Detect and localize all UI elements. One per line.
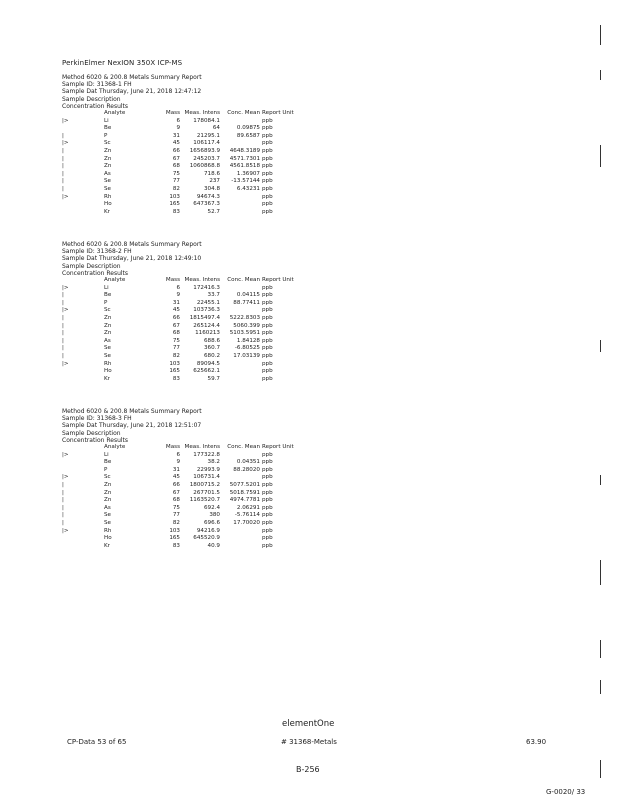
- table-row: [62, 345, 442, 353]
- cell-mass: 83: [172, 208, 180, 215]
- cell-mass: 6: [176, 284, 180, 291]
- cell-unit: ppb: [262, 193, 273, 200]
- cell-unit: ppb: [262, 504, 273, 511]
- col-header-analyte: Analyte: [104, 110, 126, 117]
- cell-conc: 88.28020: [233, 466, 260, 473]
- cell-unit: ppb: [262, 474, 273, 481]
- cell-mass: 66: [172, 314, 180, 321]
- project-id: # 31368-Metals: [281, 738, 337, 746]
- table-row: [62, 528, 442, 536]
- cell-flag: |: [62, 299, 64, 306]
- cell-intensity: 94216.9: [196, 527, 220, 534]
- cell-flag: |>: [62, 474, 69, 481]
- cell-mass: 68: [172, 163, 180, 170]
- cell-intensity: 38.2: [207, 459, 220, 466]
- table-row: [62, 307, 442, 315]
- col-header-intensity: Meas. Intens: [184, 277, 220, 284]
- cell-intensity: 625662.1: [193, 368, 220, 375]
- table-row: [62, 490, 442, 498]
- cell-unit: ppb: [262, 155, 273, 162]
- cell-intensity: 64: [212, 125, 220, 132]
- page-count: CP-Data 53 of 65: [67, 738, 127, 746]
- cell-flag: |>: [62, 193, 69, 200]
- cell-flag: |: [62, 132, 64, 139]
- cell-analyte: Zn: [104, 322, 112, 329]
- table-row: [62, 338, 442, 346]
- cell-unit: ppb: [262, 512, 273, 519]
- cell-intensity: 1656893.9: [189, 147, 220, 154]
- cell-conc: 5077.5201: [229, 481, 260, 488]
- cell-mass: 31: [172, 466, 180, 473]
- cell-analyte: Se: [104, 352, 111, 359]
- cell-analyte: Sc: [104, 307, 111, 314]
- cell-analyte: Se: [104, 519, 111, 526]
- cell-unit: ppb: [262, 375, 273, 382]
- cell-conc: -5.76114: [234, 512, 260, 519]
- cell-analyte: P: [104, 132, 108, 139]
- cell-mass: 66: [172, 147, 180, 154]
- cell-flag: |: [62, 163, 64, 170]
- cell-conc: 89.6587: [236, 132, 260, 139]
- cell-unit: ppb: [262, 284, 273, 291]
- cell-intensity: 245203.7: [193, 155, 220, 162]
- cell-analyte: Be: [104, 292, 112, 299]
- cell-analyte: Se: [104, 178, 111, 185]
- col-header-analyte: Analyte: [104, 277, 126, 284]
- cell-mass: 103: [169, 360, 180, 367]
- cell-analyte: As: [104, 170, 111, 177]
- cell-analyte: As: [104, 504, 111, 511]
- cell-conc: 1.36907: [236, 170, 260, 177]
- cell-analyte: Se: [104, 345, 111, 352]
- cell-mass: 68: [172, 330, 180, 337]
- cell-conc: 5060.399: [233, 322, 260, 329]
- col-header-analyte: Analyte: [104, 444, 126, 451]
- cell-mass: 9: [176, 125, 180, 132]
- cell-conc: 5222.8303: [229, 314, 260, 321]
- table-row: [62, 474, 442, 482]
- cell-conc: 17.70020: [233, 519, 260, 526]
- cell-unit: ppb: [262, 208, 273, 215]
- cell-mass: 75: [172, 337, 180, 344]
- cell-intensity: 688.6: [203, 337, 220, 344]
- cell-flag: |: [62, 352, 64, 359]
- col-header-conc: Conc. Mean: [227, 110, 260, 117]
- cell-analyte: Zn: [104, 497, 112, 504]
- cell-unit: ppb: [262, 307, 273, 314]
- cell-analyte: Be: [104, 125, 112, 132]
- cell-intensity: 1160213: [195, 330, 220, 337]
- cell-mass: 82: [172, 352, 180, 359]
- cell-conc: 4974.7781: [229, 497, 260, 504]
- cell-mass: 77: [172, 345, 180, 352]
- table-row: [62, 186, 442, 194]
- cell-analyte: Kr: [104, 375, 110, 382]
- cell-intensity: 718.6: [203, 170, 220, 177]
- cell-analyte: Zn: [104, 314, 112, 321]
- cell-unit: ppb: [262, 178, 273, 185]
- cell-unit: ppb: [262, 140, 273, 147]
- col-header-mass: Mass: [165, 277, 180, 284]
- table-row: [62, 330, 442, 338]
- cell-unit: ppb: [262, 117, 273, 124]
- cell-conc: 0.09875: [236, 125, 260, 132]
- cell-conc: 0.04115: [236, 292, 260, 299]
- cell-intensity: 103736.3: [193, 307, 220, 314]
- sample-sample-id: Sample ID: 31368-2 FH: [62, 248, 132, 256]
- cell-unit: ppb: [262, 542, 273, 549]
- cell-analyte: Sc: [104, 474, 111, 481]
- cell-unit: ppb: [262, 330, 273, 337]
- corner-code: G-0020/ 33: [546, 788, 586, 796]
- cell-flag: |: [62, 489, 64, 496]
- cell-analyte: Rh: [104, 360, 112, 367]
- table-row: [62, 482, 442, 490]
- cell-flag: |: [62, 178, 64, 185]
- cell-unit: ppb: [262, 292, 273, 299]
- cell-flag: |: [62, 337, 64, 344]
- sample-sample-desc: Sample Description: [62, 429, 121, 437]
- cell-mass: 66: [172, 481, 180, 488]
- table-row: [62, 140, 442, 148]
- sample-sample-desc: Sample Description: [62, 95, 121, 103]
- cell-unit: ppb: [262, 352, 273, 359]
- cell-mass: 82: [172, 185, 180, 192]
- column-header-row: [62, 277, 442, 285]
- cell-unit: ppb: [262, 535, 273, 542]
- cell-conc: -6.80525: [234, 345, 260, 352]
- cell-unit: ppb: [262, 314, 273, 321]
- cell-mass: 68: [172, 497, 180, 504]
- cell-analyte: Se: [104, 185, 111, 192]
- cell-analyte: P: [104, 466, 108, 473]
- cell-unit: ppb: [262, 497, 273, 504]
- col-header-unit: Report Unit: [262, 444, 294, 451]
- cell-conc: 1.84128: [236, 337, 260, 344]
- table-row: [62, 300, 442, 308]
- cell-unit: ppb: [262, 466, 273, 473]
- sample-sample-date: Sample Dat Thursday, June 21, 2018 12:47:12: [62, 88, 202, 96]
- cell-mass: 45: [172, 140, 180, 147]
- cell-unit: ppb: [262, 360, 273, 367]
- cell-intensity: 360.7: [203, 345, 220, 352]
- cell-flag: |: [62, 322, 64, 329]
- cell-analyte: Ho: [104, 535, 112, 542]
- table-row: [62, 163, 442, 171]
- cell-intensity: 52.7: [207, 208, 220, 215]
- cell-mass: 67: [172, 155, 180, 162]
- sample-conc-results: Concentration Results: [62, 269, 129, 277]
- sample-block: [62, 408, 442, 550]
- cell-flag: |: [62, 170, 64, 177]
- col-header-mass: Mass: [165, 444, 180, 451]
- cell-mass: 6: [176, 117, 180, 124]
- table-row: [62, 505, 442, 513]
- cell-intensity: 59.7: [207, 375, 220, 382]
- table-row: [62, 512, 442, 520]
- cell-mass: 103: [169, 527, 180, 534]
- sample-method: Method 6020 & 200.8 Metals Summary Report: [62, 241, 202, 248]
- cell-intensity: 304.8: [203, 185, 220, 192]
- cell-intensity: 94674.3: [196, 193, 220, 200]
- cell-conc: 5103.5951: [229, 330, 260, 337]
- cell-intensity: 1800715.2: [189, 481, 220, 488]
- cell-conc: 4561.8518: [229, 163, 260, 170]
- cell-intensity: 647367.3: [193, 201, 220, 208]
- cell-mass: 6: [176, 451, 180, 458]
- cell-mass: 67: [172, 489, 180, 496]
- cell-flag: |: [62, 147, 64, 154]
- cell-conc: 17.03139: [233, 352, 260, 359]
- cell-analyte: Kr: [104, 542, 110, 549]
- cell-unit: ppb: [262, 337, 273, 344]
- cell-flag: |: [62, 155, 64, 162]
- cell-flag: |>: [62, 117, 69, 124]
- cell-flag: |: [62, 314, 64, 321]
- cell-unit: ppb: [262, 163, 273, 170]
- table-row: [62, 125, 442, 133]
- cell-intensity: 1163520.7: [189, 497, 220, 504]
- table-row: [62, 323, 442, 331]
- table-row: [62, 535, 442, 543]
- cell-mass: 83: [172, 542, 180, 549]
- cell-flag: |: [62, 512, 64, 519]
- table-row: [62, 467, 442, 475]
- col-header-conc: Conc. Mean: [227, 277, 260, 284]
- cell-intensity: 106731.4: [193, 474, 220, 481]
- cell-mass: 9: [176, 459, 180, 466]
- sample-method: Method 6020 & 200.8 Metals Summary Report: [62, 74, 202, 81]
- cell-intensity: 89094.5: [196, 360, 220, 367]
- cell-mass: 77: [172, 512, 180, 519]
- cell-intensity: 172416.3: [193, 284, 220, 291]
- cell-intensity: 680.2: [203, 352, 220, 359]
- cell-unit: ppb: [262, 322, 273, 329]
- table-row: [62, 315, 442, 323]
- cell-intensity: 645520.9: [193, 535, 220, 542]
- cell-flag: |>: [62, 527, 69, 534]
- sample-sample-date: Sample Dat Thursday, June 21, 2018 12:51:07: [62, 422, 202, 430]
- cell-intensity: 380: [209, 512, 220, 519]
- col-header-conc: Conc. Mean: [227, 444, 260, 451]
- column-header-row: [62, 444, 442, 452]
- cell-conc: 0.04351: [236, 459, 260, 466]
- cell-unit: ppb: [262, 147, 273, 154]
- cell-unit: ppb: [262, 489, 273, 496]
- cell-intensity: 1815497.4: [189, 314, 220, 321]
- cell-mass: 31: [172, 132, 180, 139]
- cell-flag: |: [62, 497, 64, 504]
- sample-sample-id: Sample ID: 31368-3 FH: [62, 415, 132, 423]
- cell-mass: 103: [169, 193, 180, 200]
- cell-unit: ppb: [262, 345, 273, 352]
- cell-analyte: Kr: [104, 208, 110, 215]
- cell-conc: 5018.7591: [229, 489, 260, 496]
- cell-unit: ppb: [262, 170, 273, 177]
- cell-conc: 6.43231: [236, 185, 260, 192]
- cell-mass: 9: [176, 292, 180, 299]
- cell-intensity: 22455.1: [196, 299, 220, 306]
- cell-unit: ppb: [262, 451, 273, 458]
- cell-intensity: 267701.5: [193, 489, 220, 496]
- instrument-title: PerkinElmer NexION 350X ICP-MS: [62, 59, 183, 67]
- table-row: [62, 353, 442, 361]
- cell-mass: 31: [172, 299, 180, 306]
- table-row: [62, 148, 442, 156]
- table-row: [62, 292, 442, 300]
- table-row: [62, 361, 442, 369]
- cell-flag: |: [62, 330, 64, 337]
- cell-analyte: Zn: [104, 163, 112, 170]
- table-row: [62, 543, 442, 551]
- cell-unit: ppb: [262, 481, 273, 488]
- sample-method: Method 6020 & 200.8 Metals Summary Report: [62, 408, 202, 415]
- col-header-intensity: Meas. Intens: [184, 110, 220, 117]
- sample-sample-date: Sample Dat Thursday, June 21, 2018 12:49:10: [62, 255, 202, 263]
- cell-analyte: Li: [104, 451, 109, 458]
- cell-analyte: Rh: [104, 193, 112, 200]
- sample-sample-id: Sample ID: 31368-1 FH: [62, 81, 132, 89]
- table-row: [62, 459, 442, 467]
- table-row: [62, 285, 442, 293]
- cell-analyte: As: [104, 337, 111, 344]
- cell-mass: 45: [172, 474, 180, 481]
- cell-intensity: 106117.4: [193, 140, 220, 147]
- report-code: 63.90: [526, 738, 547, 746]
- cell-intensity: 22993.9: [196, 466, 220, 473]
- cell-mass: 165: [169, 535, 180, 542]
- cell-flag: |>: [62, 140, 69, 147]
- sample-block: [62, 241, 442, 383]
- cell-analyte: Ho: [104, 368, 112, 375]
- cell-conc: 4571.7301: [229, 155, 260, 162]
- cell-mass: 82: [172, 519, 180, 526]
- cell-flag: |: [62, 292, 64, 299]
- cell-flag: |>: [62, 307, 69, 314]
- cell-unit: ppb: [262, 132, 273, 139]
- table-row: [62, 118, 442, 126]
- cell-intensity: 21295.1: [196, 132, 220, 139]
- table-row: [62, 194, 442, 202]
- cell-mass: 165: [169, 201, 180, 208]
- cell-analyte: Li: [104, 284, 109, 291]
- cell-analyte: Zn: [104, 155, 112, 162]
- table-row: [62, 171, 442, 179]
- table-row: [62, 368, 442, 376]
- cell-intensity: 696.6: [203, 519, 220, 526]
- sample-conc-results: Concentration Results: [62, 436, 129, 444]
- table-row: [62, 156, 442, 164]
- cell-unit: ppb: [262, 368, 273, 375]
- cell-mass: 83: [172, 375, 180, 382]
- col-header-intensity: Meas. Intens: [184, 444, 220, 451]
- cell-flag: |>: [62, 360, 69, 367]
- cell-flag: |>: [62, 451, 69, 458]
- brand-name: elementOne: [282, 719, 335, 729]
- sample-block: [62, 74, 442, 216]
- cell-analyte: Se: [104, 512, 111, 519]
- cell-mass: 67: [172, 322, 180, 329]
- table-row: [62, 178, 442, 186]
- table-row: [62, 209, 442, 217]
- cell-unit: ppb: [262, 201, 273, 208]
- cell-unit: ppb: [262, 299, 273, 306]
- cell-analyte: Ho: [104, 201, 112, 208]
- cell-analyte: Zn: [104, 147, 112, 154]
- cell-unit: ppb: [262, 527, 273, 534]
- cell-conc: 4648.3189: [229, 147, 260, 154]
- column-header-row: [62, 110, 442, 118]
- table-row: [62, 133, 442, 141]
- cell-analyte: P: [104, 299, 108, 306]
- cell-intensity: 1060868.8: [189, 163, 220, 170]
- table-row: [62, 201, 442, 209]
- cell-intensity: 178084.1: [193, 117, 220, 124]
- cell-intensity: 33.7: [207, 292, 220, 299]
- cell-flag: |: [62, 481, 64, 488]
- page-number: B-256: [296, 765, 320, 774]
- table-row: [62, 452, 442, 460]
- cell-intensity: 265124.4: [193, 322, 220, 329]
- cell-mass: 75: [172, 170, 180, 177]
- cell-analyte: Zn: [104, 330, 112, 337]
- cell-analyte: Li: [104, 117, 109, 124]
- cell-flag: |>: [62, 284, 69, 291]
- cell-unit: ppb: [262, 459, 273, 466]
- table-row: [62, 376, 442, 384]
- cell-intensity: 237: [209, 178, 220, 185]
- cell-analyte: Zn: [104, 481, 112, 488]
- cell-flag: |: [62, 345, 64, 352]
- cell-flag: |: [62, 519, 64, 526]
- cell-flag: |: [62, 185, 64, 192]
- sample-conc-results: Concentration Results: [62, 102, 129, 110]
- cell-analyte: Sc: [104, 140, 111, 147]
- cell-mass: 165: [169, 368, 180, 375]
- col-header-unit: Report Unit: [262, 277, 294, 284]
- cell-mass: 77: [172, 178, 180, 185]
- sample-sample-desc: Sample Description: [62, 262, 121, 270]
- table-row: [62, 520, 442, 528]
- col-header-mass: Mass: [165, 110, 180, 117]
- table-row: [62, 497, 442, 505]
- cell-unit: ppb: [262, 125, 273, 132]
- cell-analyte: Zn: [104, 489, 112, 496]
- cell-analyte: Be: [104, 459, 112, 466]
- cell-flag: |: [62, 504, 64, 511]
- cell-conc: 2.06291: [236, 504, 260, 511]
- cell-unit: ppb: [262, 519, 273, 526]
- cell-conc: 88.77411: [233, 299, 260, 306]
- col-header-unit: Report Unit: [262, 110, 294, 117]
- cell-intensity: 692.4: [203, 504, 220, 511]
- cell-unit: ppb: [262, 185, 273, 192]
- cell-mass: 45: [172, 307, 180, 314]
- cell-mass: 75: [172, 504, 180, 511]
- cell-intensity: 177322.8: [193, 451, 220, 458]
- cell-analyte: Rh: [104, 527, 112, 534]
- cell-intensity: 40.9: [207, 542, 220, 549]
- cell-conc: -13.57144: [231, 178, 260, 185]
